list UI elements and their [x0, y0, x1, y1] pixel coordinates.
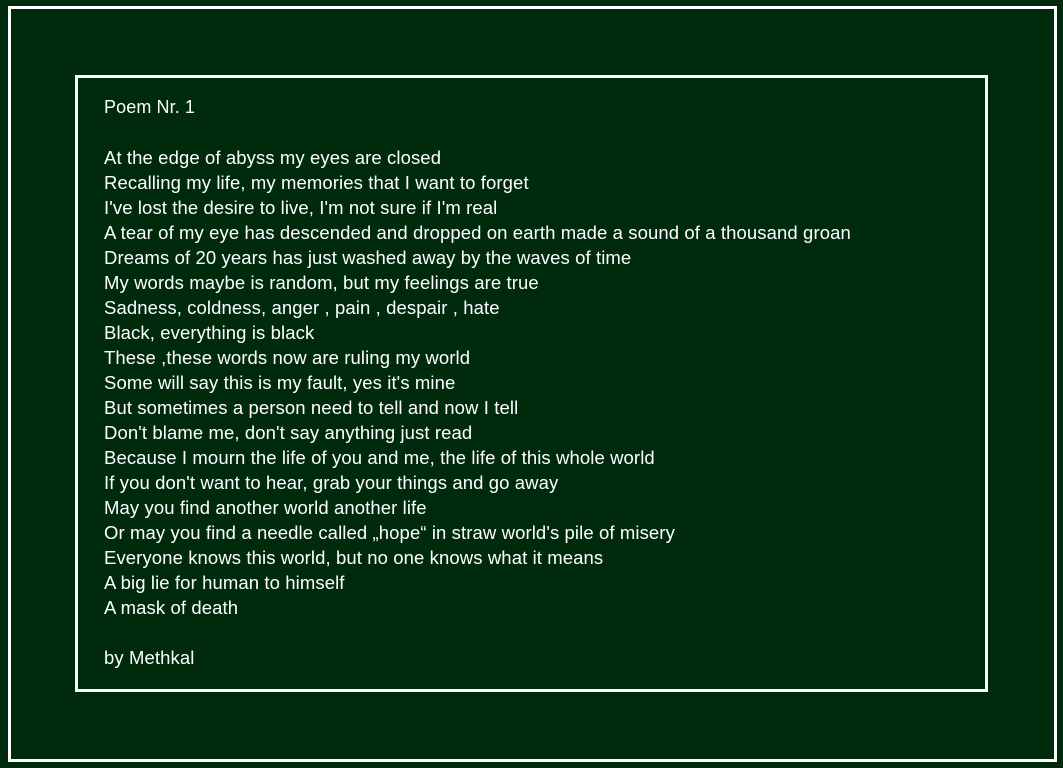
poem-block	[104, 95, 851, 670]
poem-line: Everyone knows this world, but no one knows what it means	[104, 547, 604, 568]
poem-line: At the edge of abyss my eyes are closed	[104, 147, 442, 168]
poem-line: But sometimes a person need to tell and now I tell	[104, 397, 519, 418]
poem-line: Sadness, coldness, anger , pain , despair , hate	[104, 297, 500, 318]
poem-line: Don't blame me, don't say anything just read	[104, 422, 473, 443]
poem-line: If you don't want to hear, grab your things and go away	[104, 472, 559, 493]
poem-line: Because I mourn the life of you and me, the life of this whole world	[104, 447, 655, 468]
poem-line: Or may you find a needle called „hope“ in straw world's pile of misery	[104, 522, 675, 543]
poem-line: Dreams of 20 years has just washed away by the waves of time	[104, 247, 632, 268]
poem-line: A tear of my eye has descended and dropped on earth made a sound of a thousand groan	[104, 222, 851, 243]
poem-line: My words maybe is random, but my feelings are true	[104, 272, 539, 293]
poem-author: by Methkal	[104, 647, 195, 668]
poem-line: I've lost the desire to live, I'm not sure if I'm real	[104, 197, 498, 218]
poem-line: A big lie for human to himself	[104, 572, 345, 593]
poem-lines	[104, 145, 851, 620]
poem-line: Black, everything is black	[104, 322, 315, 343]
poem-title: Poem Nr. 1	[104, 97, 196, 117]
poem-line: These ,these words now are ruling my world	[104, 347, 471, 368]
poem-line: Some will say this is my fault, yes it's mine	[104, 372, 456, 393]
poem-line: May you find another world another life	[104, 497, 427, 518]
poem-line: A mask of death	[104, 597, 239, 618]
poem-line: Recalling my life, my memories that I want to forget	[104, 172, 529, 193]
